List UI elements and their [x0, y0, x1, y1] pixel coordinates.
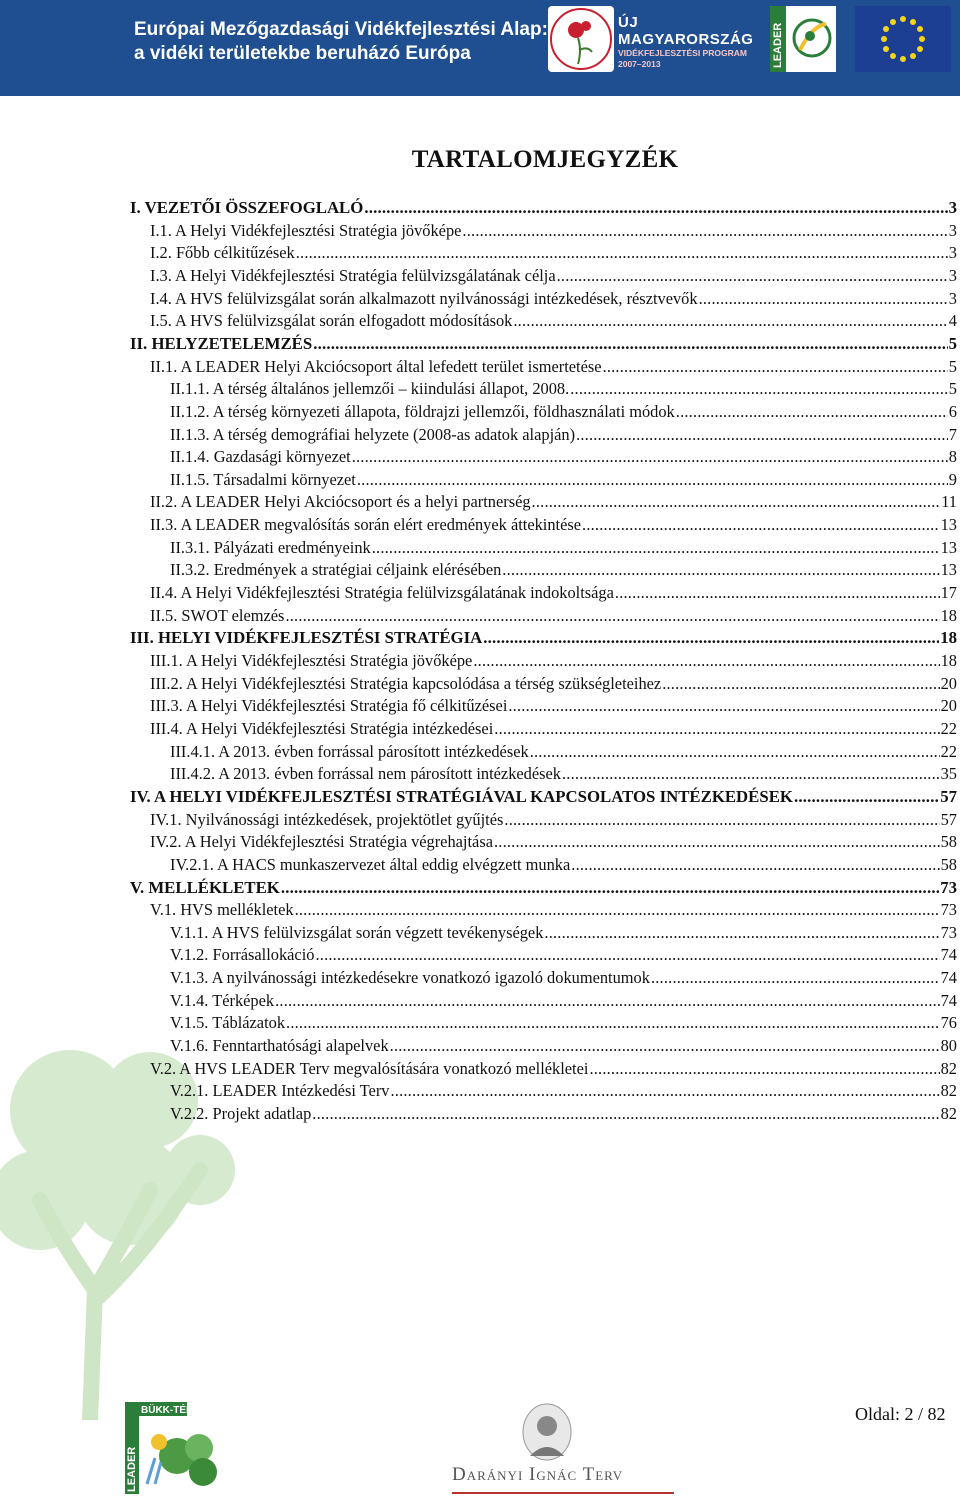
- toc-entry-title: I.3. A Helyi Vidékfejlesztési Stratégia felülvizsgálatának célja: [150, 265, 556, 285]
- toc-entry-title: V. MELLÉKLETEK: [130, 877, 280, 897]
- toc-dot-leader: [357, 470, 948, 490]
- toc-entry-page: 3: [948, 243, 957, 263]
- toc-entry[interactable]: [150, 651, 957, 673]
- toc-entry[interactable]: [170, 1104, 957, 1126]
- toc-entry-page: 7: [948, 424, 957, 444]
- toc-entry-title: V.1.6. Fenntarthatósági alapelvek: [170, 1036, 389, 1056]
- toc-dot-leader: [352, 447, 948, 467]
- toc-entry[interactable]: [130, 628, 957, 650]
- toc-entry-page: 74: [940, 990, 957, 1010]
- footer-leader-text: LEADER: [126, 1446, 138, 1492]
- toc-entry[interactable]: [150, 810, 957, 832]
- toc-entry[interactable]: [130, 334, 957, 356]
- toc-entry[interactable]: [170, 945, 957, 967]
- toc-entry[interactable]: [170, 379, 957, 401]
- uj-magyarorszag-wordmark: [618, 14, 758, 70]
- toc-entry-page: 13: [940, 537, 957, 557]
- toc-entry-title: II.1.3. A térség demográfiai helyzete (2008-as adatok alapján): [170, 424, 576, 444]
- toc-entry-title: III.2. A Helyi Vidékfejlesztési Stratégia kapcsolódása a térség szükségleteihez: [150, 673, 662, 693]
- toc-dot-leader: [504, 810, 939, 830]
- toc-entry-page: 80: [940, 1036, 957, 1056]
- toc-entry[interactable]: [170, 855, 957, 877]
- toc-dot-leader: [508, 696, 939, 716]
- toc-entry-page: 3: [948, 220, 957, 240]
- toc-dot-leader: [603, 357, 948, 377]
- page-number: [855, 1404, 946, 1425]
- toc-entry[interactable]: [150, 719, 957, 741]
- toc-entry-page: 73: [940, 877, 957, 897]
- toc-dot-leader: [483, 628, 939, 648]
- toc-entry-page: 5: [948, 333, 957, 353]
- toc-entry-title: II.3.2. Eredmények a stratégiai céljaink elérésében: [170, 560, 502, 580]
- toc-dot-leader: [544, 923, 939, 943]
- toc-entry[interactable]: [150, 492, 957, 514]
- toc-entry[interactable]: [150, 674, 957, 696]
- daranyi-rule: [452, 1492, 674, 1494]
- toc-entry-title: II.4. A Helyi Vidékfejlesztési Stratégia felülvizsgálatának indokoltsága: [150, 583, 614, 603]
- toc-entry-title: II.1.5. Társadalmi környezet: [170, 469, 356, 489]
- toc-dot-leader: [570, 379, 948, 399]
- toc-entry[interactable]: [150, 1059, 957, 1081]
- toc-dot-leader: [372, 538, 940, 558]
- toc-entry-page: 57: [940, 786, 957, 806]
- toc-entry-title: II.1.1. A térség általános jellemzői – kiindulási állapot, 2008.: [170, 379, 570, 399]
- toc-entry-title: V.1.2. Forrásallokáció: [170, 945, 315, 965]
- toc-entry[interactable]: [150, 221, 957, 243]
- leader-logo: [770, 6, 836, 72]
- toc-dot-leader: [494, 719, 939, 739]
- toc-entry-title: II.1.4. Gazdasági környezet: [170, 447, 351, 467]
- toc-entry-title: V.1.5. Táblázatok: [170, 1013, 286, 1033]
- toc-entry-title: IV. A HELYI VIDÉKFEJLESZTÉSI STRATÉGIÁVAL KAPCSOLATOS INTÉZKEDÉSEK: [130, 786, 793, 806]
- toc-entry-page: 8: [948, 447, 957, 467]
- toc-entry-page: 6: [948, 401, 957, 421]
- leader-logo-text: LEADER: [772, 22, 784, 68]
- toc-dot-leader: [462, 221, 947, 241]
- toc-entry-page: 5: [948, 379, 957, 399]
- toc-dot-leader: [662, 674, 939, 694]
- toc-dot-leader: [571, 855, 939, 875]
- toc-dot-leader: [589, 1059, 939, 1079]
- toc-entry-page: 11: [941, 492, 957, 512]
- toc-title: TARTALOMJEGYZÉK: [411, 146, 679, 173]
- toc-entry[interactable]: [170, 425, 957, 447]
- toc-entry-page: 17: [940, 583, 957, 603]
- eu-flag: [855, 6, 951, 72]
- toc-entry[interactable]: [170, 923, 957, 945]
- toc-dot-leader: [502, 560, 939, 580]
- toc-dot-leader: [557, 266, 948, 286]
- toc-dot-leader: [390, 1081, 939, 1101]
- toc-dot-leader: [281, 878, 939, 898]
- toc-entry-title: III.4. A Helyi Vidékfejlesztési Stratégia intézkedései: [150, 718, 494, 738]
- uj-magyarorszag-rose-logo: [548, 6, 614, 72]
- toc-entry[interactable]: [150, 311, 957, 333]
- page-separator: /: [918, 1404, 924, 1424]
- toc-dot-leader: [312, 1104, 939, 1124]
- toc-entry[interactable]: [130, 198, 957, 220]
- toc-entry-title: V.2.1. LEADER Intézkedési Terv: [170, 1081, 390, 1101]
- toc-entry[interactable]: [150, 696, 957, 718]
- toc-entry[interactable]: [170, 560, 957, 582]
- toc-entry-title: I. VEZETŐI ÖSSZEFOGLALÓ: [130, 198, 364, 217]
- toc-entry-page: 74: [940, 968, 957, 988]
- toc-entry-page: 13: [940, 560, 957, 580]
- toc-entry[interactable]: [150, 357, 957, 379]
- toc-entry-title: V.1.1. A HVS felülvizsgálat során végzett tevékenységek: [170, 922, 544, 942]
- daranyi-ignac-terv-text: Darányi Ignác Terv: [452, 1464, 624, 1485]
- toc-dot-leader: [315, 945, 939, 965]
- bukk-label: BÜKK-TÉRSÉGI: [141, 1405, 218, 1416]
- toc-entry[interactable]: [150, 289, 957, 311]
- toc-dot-leader: [651, 968, 940, 988]
- toc-entry-page: 82: [940, 1058, 957, 1078]
- toc-entry-title: IV.2. A Helyi Vidékfejlesztési Stratégia végrehajtása: [150, 832, 493, 852]
- toc-dot-leader: [532, 492, 941, 512]
- toc-entry-title: V.1.3. A nyilvánossági intézkedésekre vonatkozó igazoló dokumentumok: [170, 968, 650, 988]
- toc-dot-leader: [275, 991, 940, 1011]
- toc-entry[interactable]: [170, 968, 957, 990]
- toc-entry-page: 9: [948, 469, 957, 489]
- toc-entry-title: III.3. A Helyi Vidékfejlesztési Stratégia fő célkitűzései: [150, 696, 508, 716]
- toc-entry-title: II.1. A LEADER Helyi Akciócsoport által lefedett terület ismertetése: [150, 356, 602, 376]
- toc-entry-title: II.3. A LEADER megvalósítás során elért eredmények áttekintése: [150, 515, 582, 535]
- toc-entry-title: V.1. HVS mellékletek: [150, 900, 294, 920]
- ujm-subtitle: VIDÉKFEJLESZTÉSI PROGRAM: [618, 48, 747, 58]
- header-title-line2: a vidéki területekbe beruházó Európa: [134, 43, 471, 64]
- toc-entry-page: 20: [940, 696, 957, 716]
- toc-entry[interactable]: [170, 538, 957, 560]
- toc-entry-page: 76: [940, 1013, 957, 1033]
- toc-entry-title: II.2. A LEADER Helyi Akciócsoport és a helyi partnerség: [150, 492, 531, 512]
- toc-entry-page: 20: [940, 673, 957, 693]
- toc-entry-page: 3: [948, 198, 957, 217]
- toc-entry-title: III. HELYI VIDÉKFEJLESZTÉSI STRATÉGIA: [130, 628, 483, 648]
- toc-entry-page: 82: [940, 1081, 957, 1101]
- toc-dot-leader: [473, 651, 939, 671]
- toc-dot-leader: [615, 583, 940, 603]
- toc-entry-title: I.2. Főbb célkitűzések: [150, 243, 295, 263]
- toc-dot-leader: [313, 334, 947, 354]
- toc-dot-leader: [513, 311, 947, 331]
- toc-entry[interactable]: [150, 243, 957, 265]
- toc-entry-page: 22: [940, 718, 957, 738]
- toc-entry-title: IV.1. Nyilvánossági intézkedések, projektötlet gyűjtés: [150, 809, 504, 829]
- toc-entry-page: 18: [940, 651, 957, 670]
- toc-entry[interactable]: [170, 470, 957, 492]
- toc-entry-page: 82: [940, 1104, 957, 1123]
- toc-dot-leader: [562, 764, 940, 784]
- toc-entry[interactable]: [170, 1081, 957, 1103]
- toc-entry-page: 74: [940, 945, 957, 965]
- toc-entry-page: 5: [948, 356, 957, 376]
- toc-entry-title: II.3.1. Pályázati eredményeink: [170, 537, 371, 557]
- toc-entry-title: V.2. A HVS LEADER Terv megvalósítására vonatkozó mellékletei: [150, 1058, 589, 1078]
- toc-entry-title: V.1.4. Térképek: [170, 990, 275, 1010]
- toc-entry-page: 22: [940, 741, 957, 761]
- toc-entry-page: 57: [940, 809, 957, 829]
- toc-entry-title: II.1.2. A térség környezeti állapota, földrajzi jellemzői, földhasználati módok: [170, 401, 675, 421]
- toc-dot-leader: [582, 515, 940, 535]
- toc-dot-leader: [286, 1013, 940, 1033]
- toc-entry[interactable]: [130, 787, 957, 809]
- ujm-years: 2007–2013: [618, 59, 661, 69]
- toc-dot-leader: [494, 832, 940, 852]
- toc-dot-leader: [676, 402, 948, 422]
- toc-entry[interactable]: [150, 832, 957, 854]
- toc-entry-page: 4: [948, 311, 957, 331]
- toc-entry[interactable]: [170, 447, 957, 469]
- toc-entry[interactable]: [170, 1013, 957, 1035]
- toc-entry-title: I.1. A Helyi Vidékfejlesztési Stratégia jövőképe: [150, 220, 462, 240]
- toc-entry-title: II. HELYZETELEMZÉS: [130, 333, 313, 353]
- toc-entry[interactable]: [170, 991, 957, 1013]
- toc-entry-page: 3: [948, 288, 957, 308]
- toc-entry[interactable]: [170, 402, 957, 424]
- toc-entry-title: V.2.2. Projekt adatlap: [170, 1104, 312, 1123]
- page-label: Oldal:: [855, 1404, 900, 1424]
- toc-entry[interactable]: [150, 515, 957, 537]
- toc-entry-title: III.4.2. A 2013. évben forrással nem párosított intézkedések: [170, 764, 561, 784]
- toc-entry[interactable]: [150, 266, 957, 288]
- toc-entry-title: II.5. SWOT elemzés: [150, 605, 285, 625]
- toc-entry-page: 58: [940, 832, 957, 852]
- daranyi-portrait: [520, 1402, 574, 1462]
- toc-dot-leader: [390, 1036, 940, 1056]
- toc-entry-page: 3: [948, 265, 957, 285]
- toc-entry[interactable]: [150, 606, 957, 628]
- page-current: 2: [904, 1404, 914, 1424]
- toc-dot-leader: [699, 289, 948, 309]
- toc-entry[interactable]: [130, 878, 957, 900]
- toc-entry[interactable]: [150, 900, 957, 922]
- toc-dot-leader: [296, 243, 948, 263]
- toc-dot-leader: [530, 742, 940, 762]
- toc-entry-title: I.5. A HVS felülvizsgálat során elfogadott módosítások: [150, 311, 513, 331]
- toc-entry-page: 18: [940, 628, 957, 648]
- toc-entry-title: III.1. A Helyi Vidékfejlesztési Stratégia jövőképe: [150, 651, 473, 670]
- bukk-leader-logo: [125, 1398, 225, 1498]
- toc-dot-leader: [364, 198, 947, 218]
- toc-entry[interactable]: [170, 764, 957, 786]
- header-banner: [0, 0, 960, 96]
- toc-entry[interactable]: [150, 583, 957, 605]
- page-total: 82: [927, 1404, 946, 1424]
- toc-entry-title: I.4. A HVS felülvizsgálat során alkalmazott nyilvánossági intézkedések, résztvevők: [150, 288, 698, 308]
- toc-entry-page: 13: [940, 515, 957, 535]
- toc-entry[interactable]: [170, 742, 957, 764]
- toc-entry[interactable]: [170, 1036, 957, 1058]
- ujm-title: ÚJ MAGYARORSZÁG: [618, 14, 754, 48]
- toc-dot-leader: [794, 787, 939, 807]
- toc-entry-title: IV.2.1. A HACS munkaszervezet által eddig elvégzett munka: [170, 854, 571, 874]
- toc-entry-page: 18: [940, 605, 957, 625]
- toc-dot-leader: [295, 900, 940, 920]
- toc-entry-page: 35: [940, 764, 957, 784]
- toc-dot-leader: [576, 425, 948, 445]
- toc-entry-page: 73: [940, 900, 957, 920]
- header-title-line1: Európai Mezőgazdasági Vidékfejlesztési Alap:: [134, 19, 548, 40]
- toc-entry-title: III.4.1. A 2013. évben forrással párosított intézkedések: [170, 741, 529, 761]
- header-title: [134, 18, 548, 66]
- toc-entry-page: 58: [940, 854, 957, 874]
- toc-dot-leader: [285, 606, 939, 626]
- toc-entry-page: 73: [940, 922, 957, 942]
